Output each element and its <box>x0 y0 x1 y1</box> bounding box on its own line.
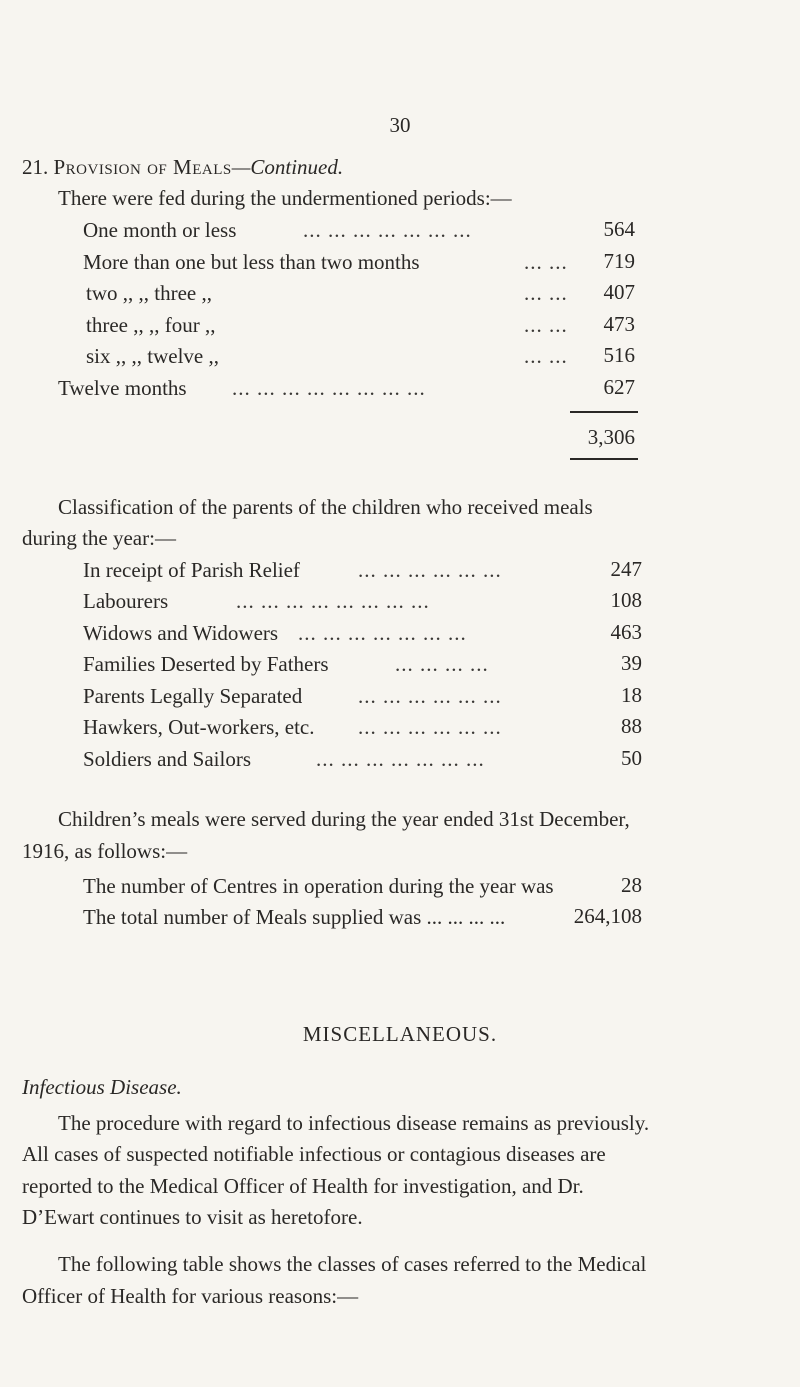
period-label: One month or less <box>83 218 237 242</box>
dot-leader: ... ... ... ... ... ... ... ... <box>236 589 430 613</box>
infectious-line: reported to the Medical Officer of Health for investigation, and Dr. <box>22 1174 584 1198</box>
fed-intro: There were fed during the undermentioned periods:— <box>58 186 512 210</box>
periods-total: 3,306 <box>587 425 635 449</box>
dot-leader: ... ... ... ... ... ... ... <box>316 747 485 771</box>
dot-leader: ... ... ... ... ... ... ... ... <box>232 376 426 400</box>
meals-value: 264,108 <box>573 904 642 928</box>
following-line: The following table shows the classes of cases referred to the Medical <box>58 1252 647 1276</box>
classification-label: Families Deserted by Fathers <box>83 652 329 676</box>
infectious-line: All cases of suspected notifiable infectious or contagious diseases are <box>22 1142 606 1166</box>
dot-leader: ... ... <box>524 313 568 337</box>
classification-value: 247 <box>610 557 642 581</box>
infectious-heading: Infectious Disease. <box>22 1075 182 1099</box>
classification-value: 108 <box>610 588 642 612</box>
dot-leader: ... ... ... ... ... ... <box>358 558 502 582</box>
dot-leader: ... ... ... ... ... ... <box>358 715 502 739</box>
meals-intro: Children’s meals were served during the year ended 31st December, <box>58 807 630 831</box>
infectious-line: D’Ewart continues to visit as heretofore. <box>22 1205 363 1229</box>
classification-intro-cont: during the year:— <box>22 526 176 550</box>
following-line: Officer of Health for various reasons:— <box>22 1284 359 1308</box>
classification-value: 463 <box>610 620 642 644</box>
period-label: Twelve months <box>58 376 187 400</box>
dot-leader: ... ... ... ... ... ... <box>358 684 502 708</box>
classification-value: 88 <box>621 714 642 738</box>
meals-intro-cont: 1916, as follows:— <box>22 839 188 863</box>
classification-label: In receipt of Parish Relief <box>83 558 300 582</box>
classification-intro: Classification of the parents of the children who received meals <box>58 495 593 519</box>
dot-leader: ... ... ... ... ... ... ... <box>303 218 472 242</box>
classification-label: Parents Legally Separated <box>83 684 303 708</box>
period-value: 564 <box>603 217 635 241</box>
centres-value: 28 <box>621 873 642 897</box>
misc-heading: MISCELLANEOUS. <box>302 1022 498 1046</box>
period-value: 719 <box>603 249 635 273</box>
classification-label: Widows and Widowers <box>83 621 279 645</box>
section-continued: —Continued. <box>231 155 344 179</box>
centres-line: The number of Centres in operation during the year was <box>83 874 554 898</box>
classification-label: Labourers <box>83 589 169 613</box>
period-label: six ,, ,, twelve ,, <box>86 344 219 368</box>
classification-label: Hawkers, Out-workers, etc. <box>83 715 315 739</box>
classification-value: 18 <box>621 683 642 707</box>
classification-label: Soldiers and Sailors <box>83 747 251 771</box>
infectious-line: The procedure with regard to infectious disease remains as previously. <box>58 1111 650 1135</box>
period-value: 407 <box>603 280 635 304</box>
sum-rule-top <box>570 411 638 413</box>
dot-leader: ... ... ... ... <box>395 652 489 676</box>
classification-value: 39 <box>621 651 642 675</box>
period-value: 473 <box>603 312 635 336</box>
section-title: Provision of Meals <box>53 155 232 179</box>
dot-leader: ... ... <box>524 344 568 368</box>
sum-rule-bottom <box>570 458 638 460</box>
classification-value: 50 <box>621 746 642 770</box>
dot-leader: ... ... <box>524 250 568 274</box>
period-label: three ,, ,, four ,, <box>86 313 216 337</box>
period-value: 516 <box>603 343 635 367</box>
meals-line: The total number of Meals supplied was ... ... ... ... <box>83 905 506 929</box>
section-heading <box>22 154 343 180</box>
period-label: two ,, ,, three ,, <box>86 281 212 305</box>
dot-leader: ... ... <box>524 281 568 305</box>
section-number: 21. <box>22 155 49 179</box>
dot-leader: ... ... ... ... ... ... ... <box>298 621 467 645</box>
period-value: 627 <box>603 375 635 399</box>
page-number: 30 <box>389 113 411 137</box>
period-label: More than one but less than two months <box>83 250 420 274</box>
